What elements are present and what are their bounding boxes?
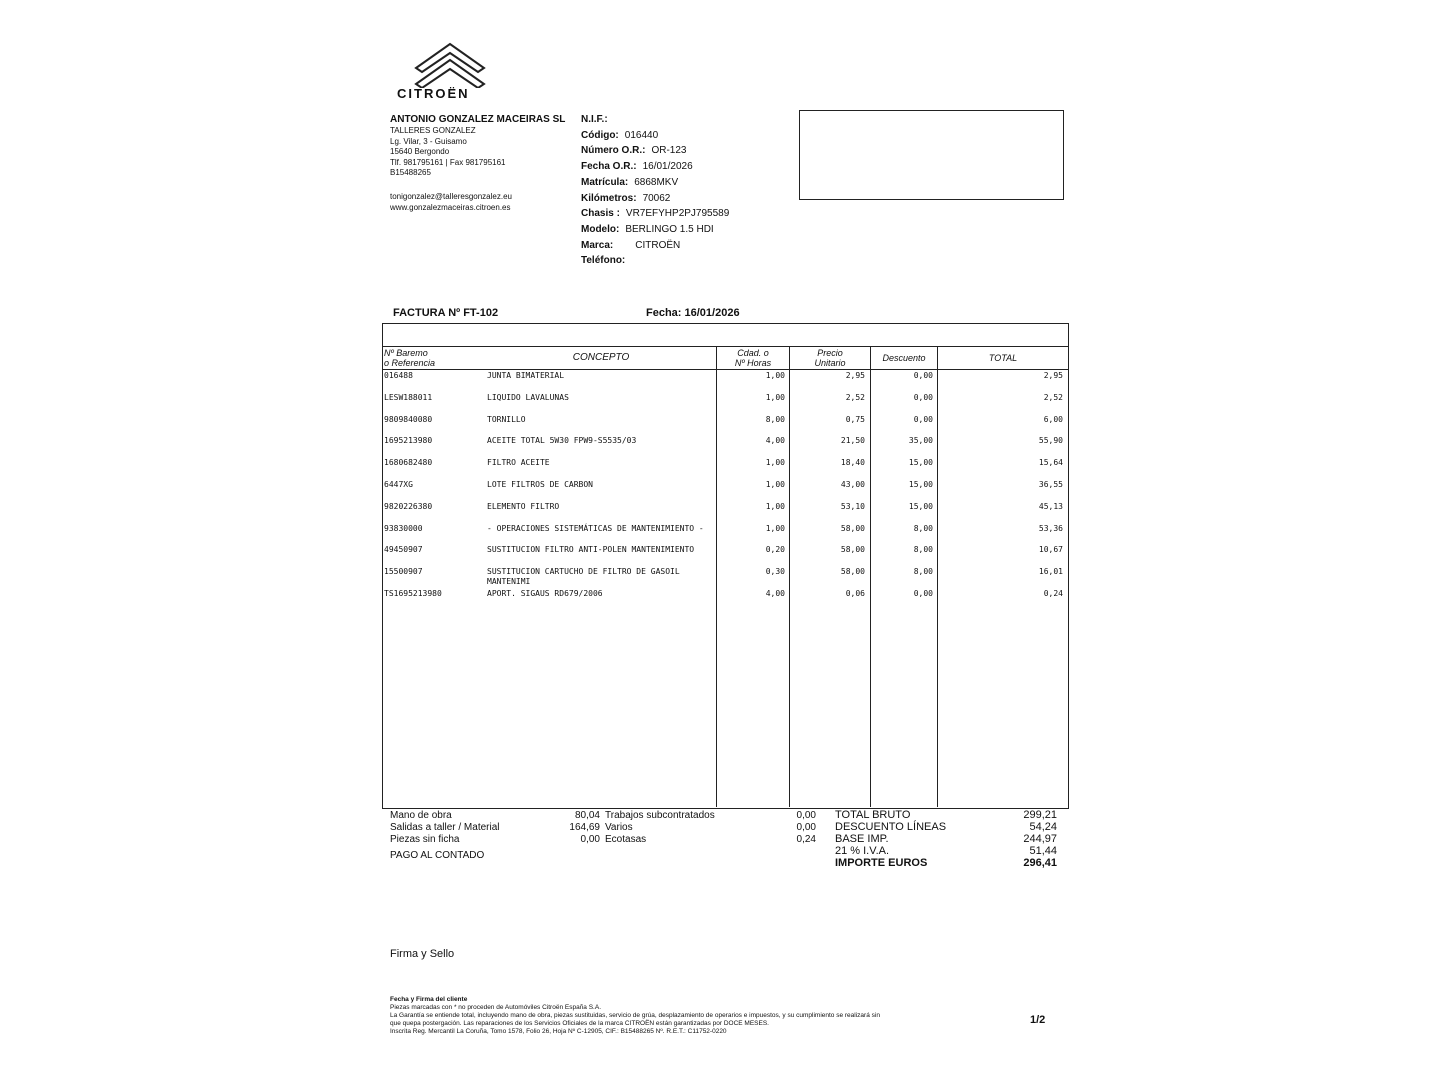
customer-address-box: [799, 110, 1064, 200]
signature-label: Firma y Sello: [390, 948, 455, 960]
header-concept: CONCEPTO: [572, 352, 630, 363]
company-address: TALLERES GONZALEZ Lg. Vilar, 3 - Guisamo 15640 Bergondo Tlf. 981795161 | Fax 981795161 B15488265: [390, 126, 506, 177]
invoice-number: FACTURA Nº FT-102: [393, 307, 499, 319]
header-qty: Cdad. o Nº Horas: [734, 348, 772, 368]
grand-total-value: 296,41: [1023, 857, 1057, 869]
invoice-date: Fecha: 16/01/2026: [646, 307, 740, 319]
payment-method: PAGO AL CONTADO: [390, 850, 485, 861]
brand-name: CITROËN: [397, 86, 470, 101]
header-discount: Descuento: [882, 353, 926, 363]
header-price: Precio Unitario: [814, 348, 846, 368]
citroen-chevrons-icon: [412, 38, 488, 88]
table-header-top-line: [382, 346, 1068, 347]
page-number: 1/2: [1030, 1014, 1046, 1026]
header-total: TOTAL: [988, 353, 1018, 363]
company-contact: [390, 192, 512, 213]
grand-total-label: IMPORTE EUROS: [835, 857, 928, 869]
table-header-bottom-line: [382, 369, 1068, 370]
header-ref: Nº Baremo o Referencia: [384, 348, 436, 368]
company-name: ANTONIO GONZALEZ MACEIRAS SL: [390, 114, 566, 125]
legal-text: Fecha y Firma del cliente Piezas marcadas con * no proceden de Automóviles Citroën España S.A. La Garantía se entiende total, incluyendo mano de obra, piezas sustituidas, servicio de grúa, desplazamiento de operarios e impuestos, y su cumplimiento se realizará sin que quepa postergación. Las reparaciones de los Servicios Oficiales de la marca CITROËN están garantizadas por DOCE MESES. Inscrita Reg. Mercantil La Coruña, Tomo 1578, Folio 26, Hoja Nº C-12905, CIF.: B15488265 Nº. R.E.T.: C11752-0220: [390, 996, 880, 1035]
company-email: tonigonzalez@talleresgonzalez.eu: [390, 192, 512, 201]
vehicle-info: N.I.F.: Código: 016440 Número O.R.: OR-123 Fecha O.R.: 16/01/2026 Matrícula: 6868MKV Kilómetros: 70062 Chasis : VR7EFYHP2PJ795589 Modelo: BERLINGO 1.5 HDI Marca: CITROËN Teléfono:: [581, 114, 730, 267]
company-web: www.gonzalezmaceiras.citroen.es: [390, 202, 511, 212]
